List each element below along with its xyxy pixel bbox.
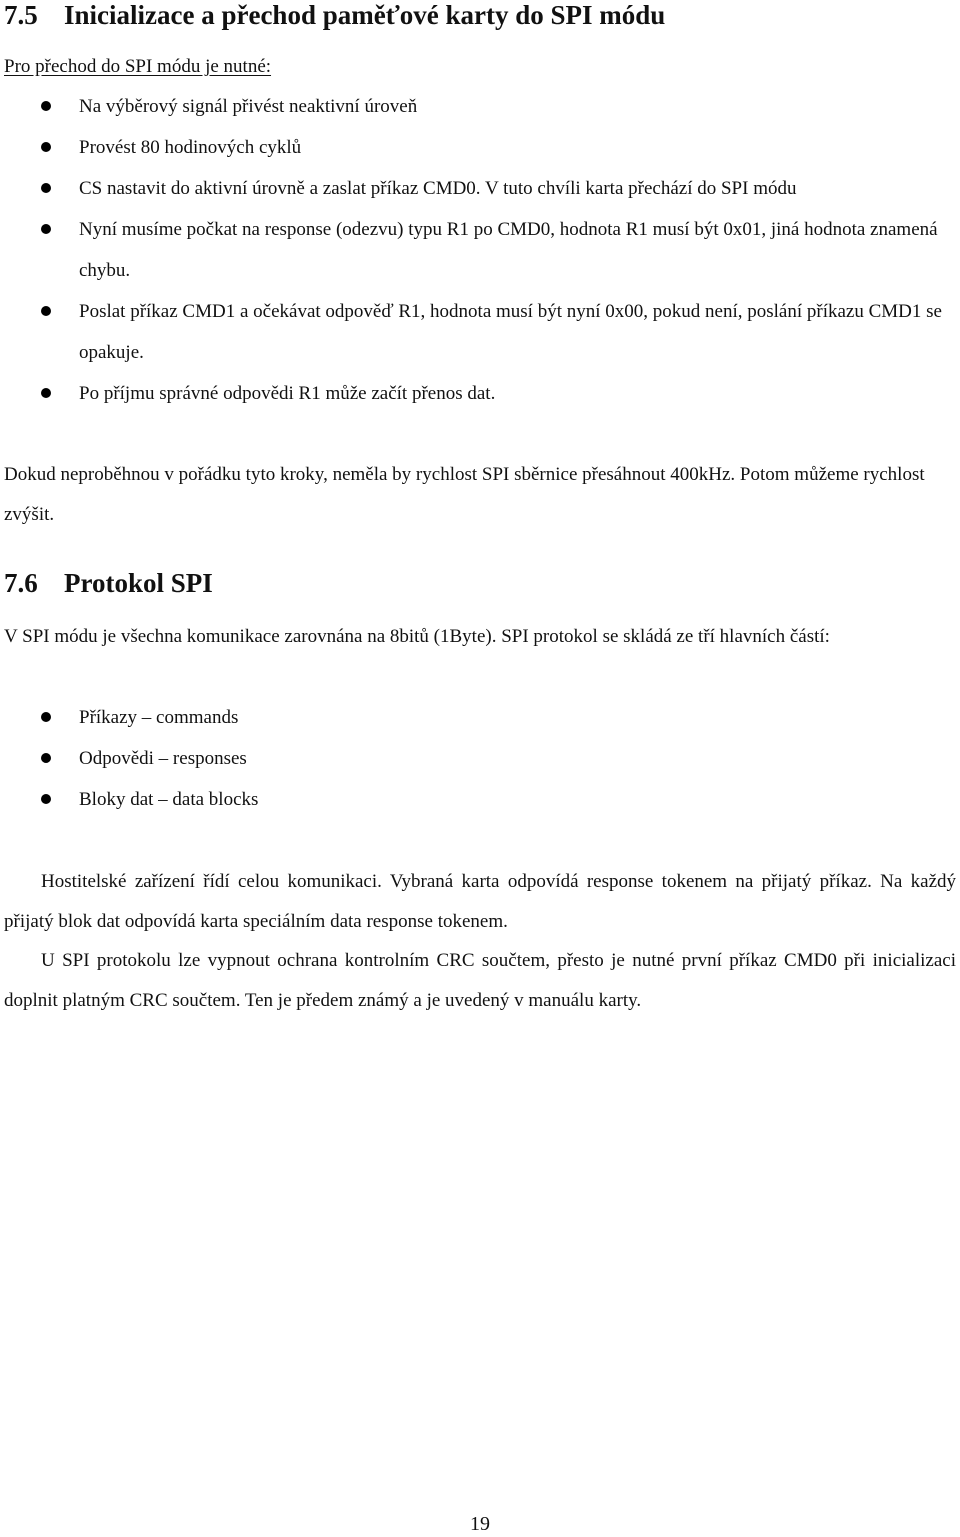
bullet-icon xyxy=(41,183,51,193)
bullet-icon xyxy=(41,224,51,234)
section-intro: V SPI módu je všechna komunikace zarovnána na 8bitů (1Byte). SPI protokol se skládá ze tří hlavních částí: xyxy=(4,626,830,647)
bullet-icon xyxy=(41,142,51,152)
body-paragraph: Hostitelské zařízení řídí celou komunikaci. Vybraná karta odpovídá response tokenem na přijatý příkaz. Na každý přijatý blok dat odpovídá karta speciálním data response tokenem. xyxy=(4,871,956,932)
body-paragraph: Dokud neproběhnou v pořádku tyto kroky, neměla by rychlost SPI sběrnice přesáhnout 400kHz. Potom můžeme rychlost zvýšit. xyxy=(4,464,925,525)
list-item-text: Na výběrový signál přivést neaktivní úroveň xyxy=(79,96,418,117)
page-number: 19 xyxy=(470,1513,490,1535)
list-item xyxy=(0,291,960,373)
list-item xyxy=(0,738,960,779)
section-number: 7.6 xyxy=(4,568,38,598)
section-title: Inicializace a přechod paměťové karty do SPI módu xyxy=(64,0,666,30)
list-item-text: Odpovědi – responses xyxy=(79,748,247,769)
list-item xyxy=(0,697,960,738)
list-item-text: Po příjmu správné odpovědi R1 může začít přenos dat. xyxy=(79,383,496,404)
list-item-text: Provést 80 hodinových cyklů xyxy=(79,137,302,158)
list-item xyxy=(0,168,960,209)
bullet-list xyxy=(0,86,960,414)
section-number: 7.5 xyxy=(4,0,38,30)
bullet-icon xyxy=(41,794,51,804)
list-item xyxy=(0,779,960,820)
list-item-text: Bloky dat – data blocks xyxy=(79,789,259,810)
body-paragraph: U SPI protokolu lze vypnout ochrana kontrolním CRC součtem, přesto je nutné první příkaz CMD0 při inicializaci doplnit platným CRC součtem. Ten je předem známý a je uvedený v manuálu karty. xyxy=(4,950,956,1011)
bullet-icon xyxy=(41,101,51,111)
bullet-list xyxy=(0,697,960,820)
list-item xyxy=(0,127,960,168)
section-heading xyxy=(4,0,665,30)
bullet-icon xyxy=(41,388,51,398)
list-item-text: Poslat příkaz CMD1 a očekávat odpověď R1, hodnota musí být nyní 0x00, pokud není, poslání příkazu CMD1 se opakuje. xyxy=(79,301,942,363)
section-title: Protokol SPI xyxy=(64,568,213,598)
list-item-text: Příkazy – commands xyxy=(79,707,239,728)
list-item xyxy=(0,86,960,127)
bullet-icon xyxy=(41,712,51,722)
list-item xyxy=(0,373,960,414)
list-item xyxy=(0,209,960,291)
bullet-icon xyxy=(41,753,51,763)
section-intro: Pro přechod do SPI módu je nutné: xyxy=(4,56,272,77)
list-item-text: Nyní musíme počkat na response (odezvu) typu R1 po CMD0, hodnota R1 musí být 0x01, jiná hodnota znamená chybu. xyxy=(79,219,938,281)
list-item-text: CS nastavit do aktivní úrovně a zaslat příkaz CMD0. V tuto chvíli karta přechází do SPI módu xyxy=(79,178,797,199)
bullet-icon xyxy=(41,306,51,316)
section-heading xyxy=(4,568,213,598)
